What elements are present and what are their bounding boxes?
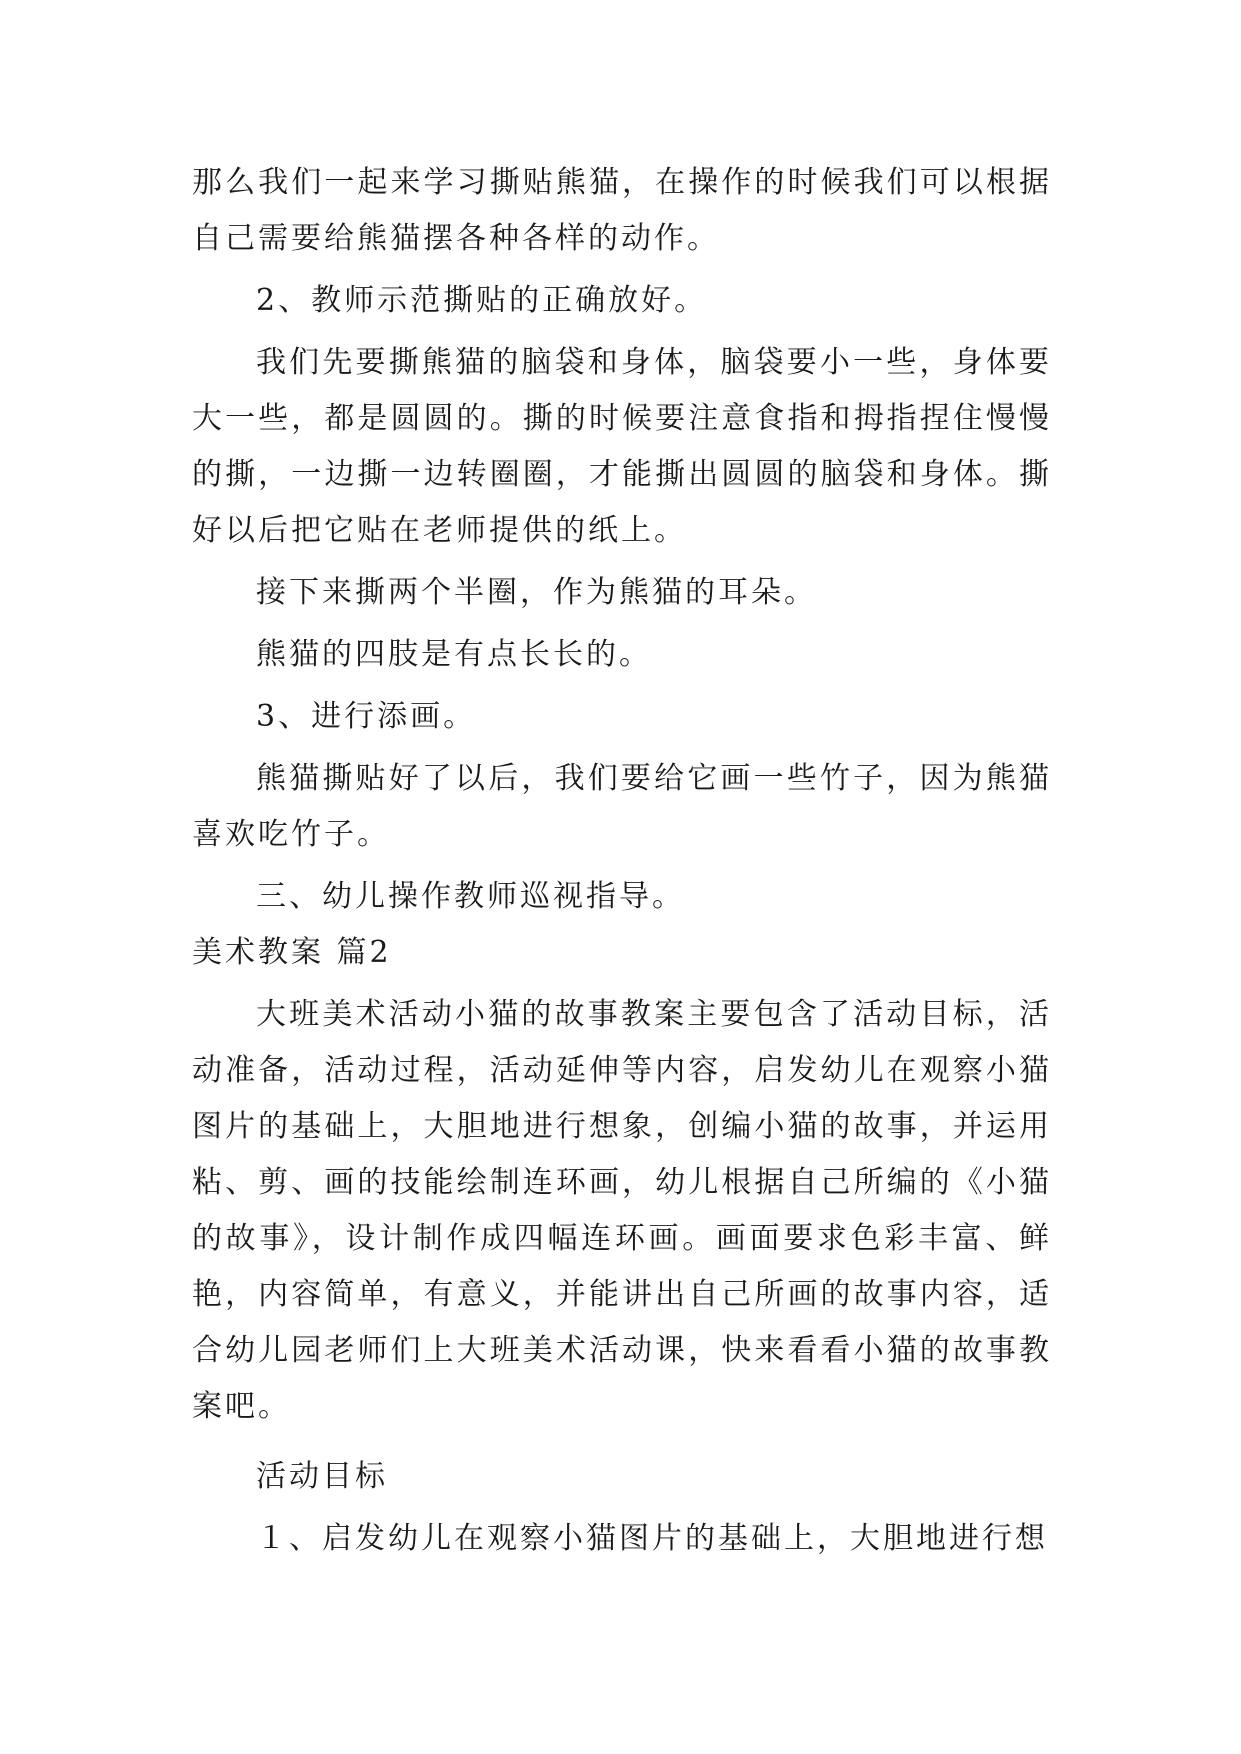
paragraph-limbs: 熊猫的四肢是有点长长的。 [256, 637, 652, 672]
paragraph-step-3-title: 3、进行添画。 [256, 699, 477, 734]
paragraph-section-3-title: 三、幼儿操作教师巡视指导。 [256, 879, 685, 914]
paragraph-tear-head-body: 我们先要撕熊猫的脑袋和身体，脑袋要小一些，身体要大一些，都是圆圆的。撕的时候要注意食指和拇指捏住慢慢的撕，一边撕一边转圈圈，才能撕出圆圆的脑袋和身体。撕好以后把它贴在老师提供的纸上。 [192, 345, 1052, 548]
paragraph-objective-1: １、启发幼儿在观察小猫图片的基础上，大胆地进行想 [256, 1521, 1048, 1556]
document-body [192, 155, 1052, 1567]
paragraph-draw-bamboo: 熊猫撕贴好了以后，我们要给它画一些竹子，因为熊猫喜欢吃竹子。 [192, 761, 1052, 852]
paragraph-objectives-title: 活动目标 [256, 1459, 388, 1494]
paragraph-tear-ears: 接下来撕两个半圈，作为熊猫的耳朵。 [256, 575, 817, 610]
paragraph-intro-continued: 那么我们一起来学习撕贴熊猫，在操作的时候我们可以根据自己需要给熊猫摆各种各样的动作。 [192, 165, 1052, 256]
paragraph-step-2-title: 2、教师示范撕贴的正确放好。 [256, 283, 708, 318]
paragraph-lesson-2-summary: 大班美术活动小猫的故事教案主要包含了活动目标，活动准备，活动过程，活动延伸等内容，启发幼儿在观察小猫图片的基础上，大胆地进行想象，创编小猫的故事，并运用粘、剪、画的技能绘制连环画，幼儿根据自己所编的《小猫的故事》，设计制作成四幅连环画。画面要求色彩丰富、鲜艳，内容简单，有意义，并能讲出自己所画的故事内容，适合幼儿园老师们上大班美术活动课，快来看看小猫的故事教案吧。 [192, 997, 1052, 1424]
section-heading-lesson-2: 美术教案 篇2 [192, 935, 392, 970]
